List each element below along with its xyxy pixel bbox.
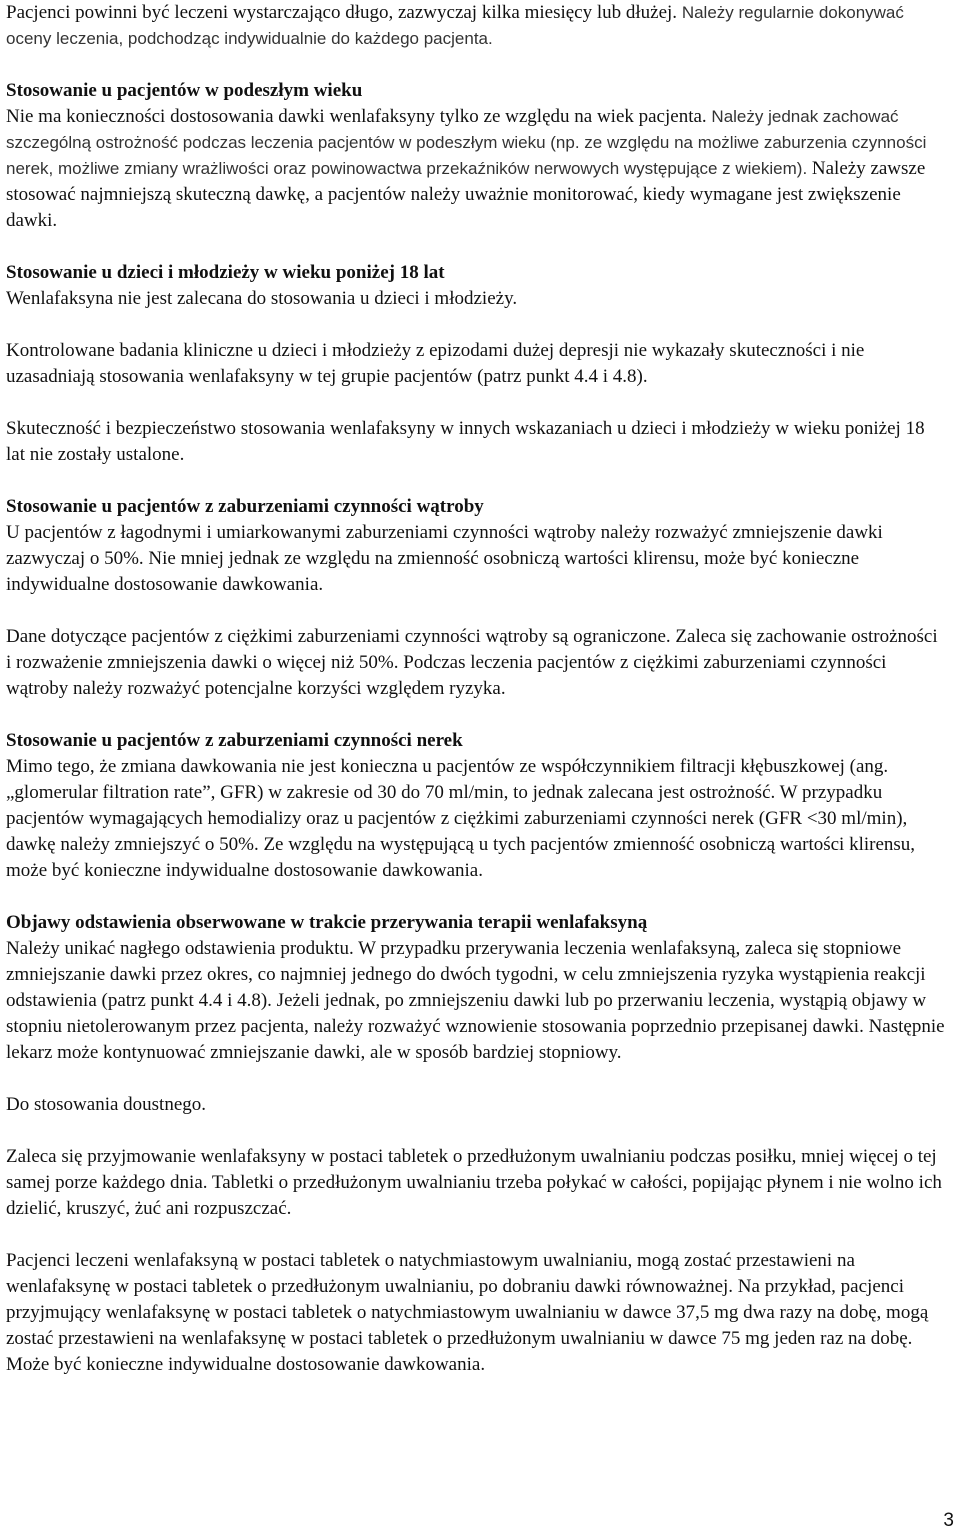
- children-paragraph-2: Kontrolowane badania kliniczne u dzieci i młodzieży z epizodami dużej depresji nie wykazały skuteczności i nie uzasadniają stosowania wenlafaksyny w tej grupie pacjentów (patrz punkt 4.4 i 4.8).: [6, 340, 865, 387]
- liver-section: [6, 494, 946, 598]
- oral-paragraph-1: Do stosowania doustnego.: [6, 1094, 207, 1115]
- children-text: Wenlafaksyna nie jest zalecana do stosowania u dzieci i młodzieży.: [6, 288, 518, 309]
- elderly-text-1: Nie ma konieczności dostosowania dawki wenlafaksyny tylko ze względu na wiek pacjenta.: [6, 106, 712, 127]
- withdrawal-section: [6, 910, 946, 1066]
- withdrawal-text: Należy unikać nagłego odstawienia produktu. W przypadku przerywania leczenia wenlafaksyną, zaleca się stopniowe zmniejszanie dawki przez okres, co najmniej jednego do dwóch tygodni, w celu zmniejszenia ryzyka wystąpienia reakcji odstawienia (patrz punkt 4.4 i 4.8). Jeżeli jednak, po zmniejszeniu dawki lub po przerwaniu leczenia, wystąpią objawy w stopniu nietolerowanym przez pacjenta, należy rozważyć wznowienie stosowania poprzednio przepisanej dawki. Następnie lekarz może kontynuować zmniejszanie dawki, ale w sposób bardziej stopniowy.: [6, 938, 945, 1063]
- liver-heading: Stosowanie u pacjentów z zaburzeniami czynności wątroby: [6, 496, 484, 517]
- kidney-heading: Stosowanie u pacjentów z zaburzeniami czynności nerek: [6, 730, 463, 751]
- elderly-heading: Stosowanie u pacjentów w podeszłym wieku: [6, 80, 363, 101]
- page-number: 3: [943, 1510, 954, 1531]
- elderly-text-3: Należy zawsze stosować najmniejszą skuteczną dawkę, a pacjentów należy uważnie monitorować, kiedy wymagane jest zwiększenie dawki.: [6, 158, 926, 231]
- intro-paragraph: [6, 0, 946, 52]
- liver-paragraph-2: Dane dotyczące pacjentów z ciężkimi zaburzeniami czynności wątroby są ograniczone. Zaleca się zachowanie ostrożności i rozważenie zmniejszenia dawki o więcej niż 50%. Podczas leczenia pacjentów z ciężkimi zaburzeniami czynności wątroby należy rozważyć potencjalne korzyści względem ryzyka.: [6, 626, 938, 699]
- document-page: [6, 0, 946, 1404]
- withdrawal-heading: Objawy odstawienia obserwowane w trakcie przerywania terapii wenlafaksyną: [6, 912, 648, 933]
- oral-paragraph-3: Pacjenci leczeni wenlafaksyną w postaci tabletek o natychmiastowym uwalnianiu, mogą zostać przestawieni na wenlafaksynę w postaci tabletek o przedłużonym uwalnianiu, po dobraniu dawki równoważnej. Na przykład, pacjenci przyjmujący wenlafaksynę w postaci tabletek o natychmiastowym uwalnianiu w dawce 37,5 mg dwa razy na dobę, mogą zostać przestawieni na wenlafaksynę w postaci tabletek o przedłużonym uwalnianiu w dawce 75 mg jeden raz na dobę. Może być konieczne indywidualne dostosowanie dawkowania.: [6, 1250, 929, 1375]
- children-heading: Stosowanie u dzieci i młodzieży w wieku poniżej 18 lat: [6, 262, 445, 283]
- liver-text: U pacjentów z łagodnymi i umiarkowanymi zaburzeniami czynności wątroby należy rozważyć zmniejszenie dawki zazwyczaj o 50%. Nie mniej jednak ze względu na zmienność osobniczą wartości klirensu, może być konieczne indywidualne dostosowanie dawkowania.: [6, 522, 883, 595]
- children-section: [6, 260, 946, 312]
- elderly-section: [6, 78, 946, 234]
- elderly-text-2: Należy jednak zachować szczególną ostrożność podczas leczenia pacjentów w podeszłym wieku (np. ze względu na możliwe zaburzenia czynności nerek, możliwe zmiany wrażliwości oraz powinowactwa przekaźników nerwowych występujące z wiekiem).: [6, 107, 927, 178]
- intro-text-sans: Należy regularnie dokonywać oceny leczenia, podchodząc indywidualnie do każdego pacjenta.: [6, 3, 904, 48]
- intro-text-serif: Pacjenci powinni być leczeni wystarczająco długo, zazwyczaj kilka miesięcy lub dłużej.: [6, 2, 682, 23]
- oral-paragraph-2: Zaleca się przyjmowanie wenlafaksyny w postaci tabletek o przedłużonym uwalnianiu podczas posiłku, mniej więcej o tej samej porze każdego dnia. Tabletki o przedłużonym uwalnianiu trzeba połykać w całości, popijając płynem i nie wolno ich dzielić, kruszyć, żuć ani rozpuszczać.: [6, 1146, 942, 1219]
- kidney-text: Mimo tego, że zmiana dawkowania nie jest konieczna u pacjentów ze współczynnikiem filtracji kłębuszkowej (ang. „glomerular filtration rate”, GFR) w zakresie od 30 do 70 ml/min, to jednak zalecana jest ostrożność. W przypadku pacjentów wymagających hemodializy oraz u pacjentów z ciężkimi zaburzeniami czynności nerek (GFR <30 ml/min), dawkę należy zmniejszyć o 50%. Ze względu na występującą u tych pacjentów zmienność osobniczą wartości klirensu, może być konieczne indywidualne dostosowanie dawkowania.: [6, 756, 916, 881]
- kidney-section: [6, 728, 946, 884]
- children-paragraph-3: Skuteczność i bezpieczeństwo stosowania wenlafaksyny w innych wskazaniach u dzieci i młodzieży w wieku poniżej 18 lat nie zostały ustalone.: [6, 418, 925, 465]
